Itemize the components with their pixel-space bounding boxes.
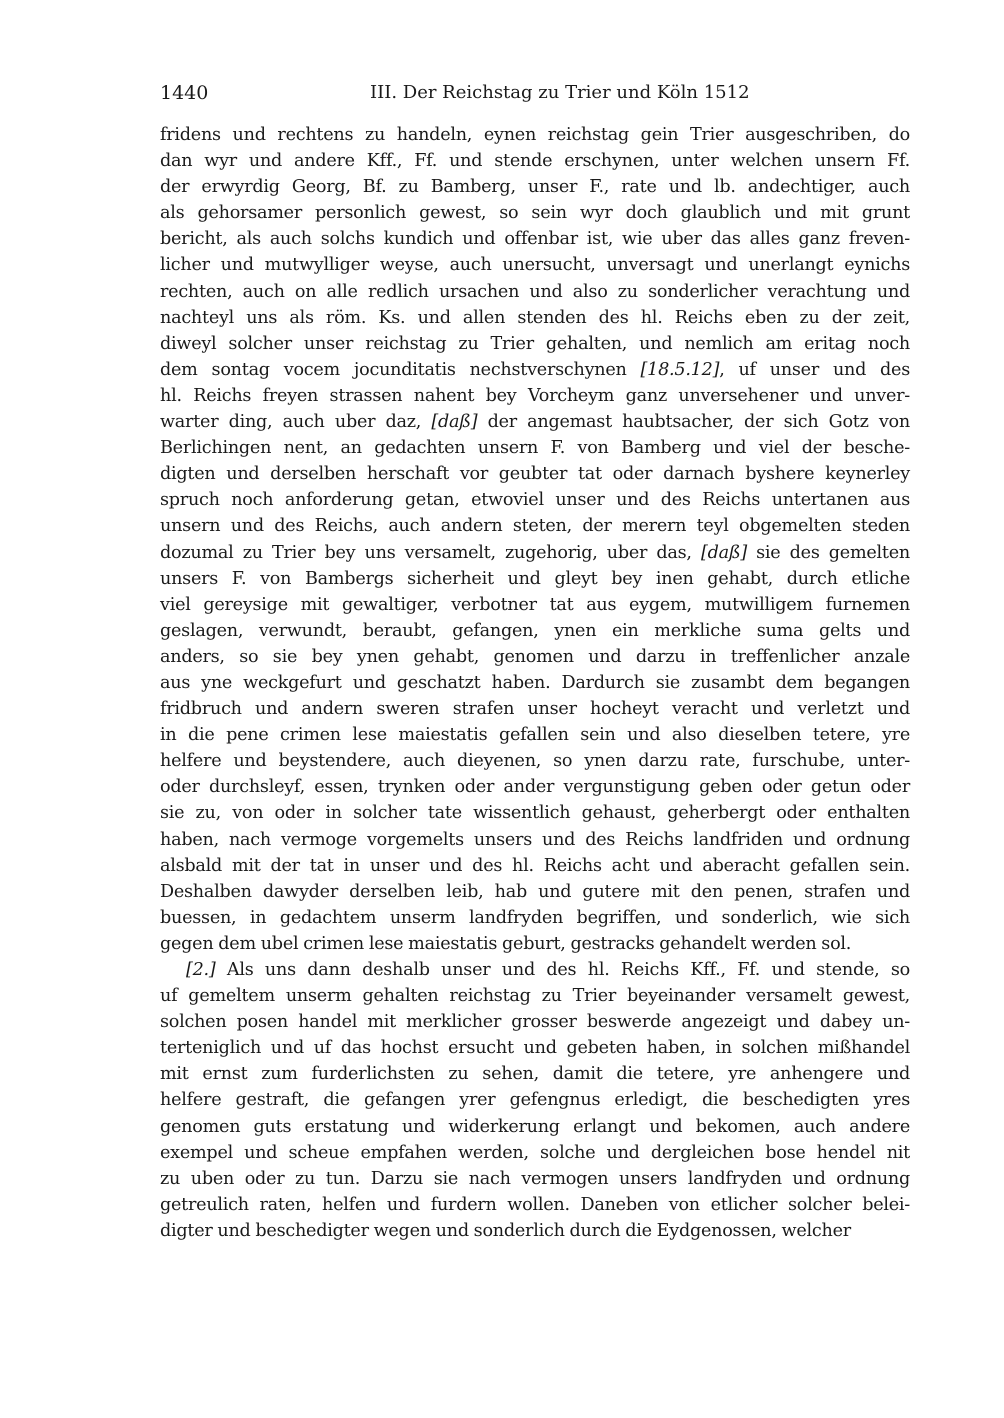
text-line: dozumal zu Trier bey uns versamelt, zugehorig, uber das, [daß] sie des gemelten [160, 542, 910, 563]
text-line: digter und beschedigter wegen und sonderlich durch die Eydgenossen, welcher [160, 1220, 851, 1241]
text-line: in die pene crimen lese maiestatis gefallen sein und also dieselben tetere, yre [160, 725, 910, 746]
text-line: licher und mutwylliger weyse, auch unersucht, unversagt und unerlangt eynichs [160, 255, 910, 276]
text-line: Deshalben dawyder derselben leib, hab und gutere mit den penen, strafen und [160, 881, 910, 902]
text-line: fridbruch und andern sweren strafen unser hocheyt veracht und verletzt und [160, 699, 910, 720]
text-line: nachteyl uns als röm. Ks. und allen stenden des hl. Reichs eben zu der zeit, [160, 307, 910, 328]
text-line: haben, nach vermoge vorgemelts unsers und des Reichs landfriden und ordnung [160, 829, 910, 850]
text-line: rechten, auch on alle redlich ursachen und also zu sonderlicher verachtung und [160, 281, 910, 302]
text-line: getreulich raten, helfen und furdern wollen. Daneben von etlicher solcher belei- [160, 1194, 910, 1215]
text-line: [2.] Als uns dann deshalb unser und des hl. Reichs Kff., Ff. und stende, so [186, 960, 910, 980]
running-title: III. Der Reichstag zu Trier und Köln 1512 [370, 82, 750, 103]
text-line: hl. Reichs freyen strassen nahent bey Vorcheym ganz unversehener und unver- [160, 385, 910, 406]
text-line: alsbald mit der tat in unser und des hl. Reichs acht und aberacht gefallen sein. [160, 855, 910, 876]
text-line: bericht, als auch solchs kundich und offenbar ist, wie uber das alles ganz freven- [160, 229, 910, 250]
text-line: oder durchsleyf, essen, trynken oder ander vergunstigung geben oder getun oder [160, 777, 910, 798]
text-line: unsern und des Reichs, auch andern steten, der merern teyl obgemelten steden [160, 516, 910, 537]
text-line: solchen posen handel mit merklicher grosser beswerde angezeigt und dabey un- [160, 1012, 910, 1033]
text-line: warter ding, auch uber daz, [daß] der angemast haubtsacher, der sich Gotz von [160, 412, 910, 433]
text-line: genomen guts erstatung und widerkerung erlangt und bekomen, auch andere [160, 1116, 910, 1137]
text-line: geslagen, verwundt, beraubt, gefangen, ynen ein merkliche suma gelts und [160, 620, 910, 641]
text-line: aus yne weckgefurt und geschatzt haben. Dardurch sie zusambt dem begangen [160, 672, 910, 693]
text-line: Berlichingen nent, an gedachten unsern F. von Bamberg und viel der besche- [160, 438, 910, 459]
text-line: digten und derselben herschaft vor geubter tat oder darnach byshere keynerley [160, 464, 910, 485]
text-line: unsers F. von Bambergs sicherheit und gleyt bey inen gehabt, durch etliche [160, 568, 910, 589]
page-number: 1440 [160, 82, 209, 104]
text-line: mit ernst zum furderlichsten zu sehen, damit die tetere, yre anhengere und [160, 1064, 910, 1085]
text-line: gegen dem ubel crimen lese maiestatis geburt, gestracks gehandelt werden sol. [160, 933, 852, 954]
editorial-insertion: [2.] [186, 960, 216, 980]
editorial-insertion: [daß] [431, 412, 478, 433]
body-text [160, 122, 910, 1244]
text-line: viel gereysige mit gewaltiger, verbotner tat aus eygem, mutwilligem furnemen [160, 594, 910, 615]
text-line: diweyl solcher unser reichstag zu Trier gehalten, und nemlich am eritag noch [160, 333, 910, 354]
text-line: sie zu, von oder in solcher tate wissentlich gehaust, geherbergt oder enthalten [160, 803, 910, 824]
text-line: zu uben oder zu tun. Darzu sie nach vermogen unsers landfryden und ordnung [160, 1168, 910, 1189]
editorial-insertion: [18.5.12] [640, 359, 720, 380]
text-line: helfere und beystendere, auch dieyenen, so ynen darzu rate, furschube, unter- [160, 751, 910, 772]
text-line: helfere gestraft, die gefangen yrer gefengnus erledigt, die beschedigten yres [160, 1090, 910, 1111]
text-line: buessen, in gedachtem unserm landfryden begriffen, und sonderlich, wie sich [160, 907, 910, 928]
document-page [160, 80, 910, 1244]
text-line: als gehorsamer personlich gewest, so sein wyr doch glaublich und mit grunt [160, 203, 910, 224]
editorial-insertion: [daß] [700, 542, 747, 563]
text-line: spruch noch anforderung getan, etwoviel unser und des Reichs untertanen aus [160, 490, 910, 511]
text-line: fridens und rechtens zu handeln, eynen reichstag gein Trier ausgeschriben, do [160, 125, 910, 145]
text-line: dem sontag vocem jocunditatis nechstverschynen [18.5.12], uf unser und des [160, 359, 911, 380]
running-header [160, 80, 910, 110]
text-line: dan wyr und andere Kff., Ff. und stende erschynen, unter welchen unsern Ff. [160, 151, 910, 172]
text-line: der erwyrdig Georg, Bf. zu Bamberg, unser F., rate und lb. andechtiger, auch [160, 177, 910, 198]
text-line: anders, so sie bey ynen gehabt, genomen und darzu in treffenlicher anzale [160, 646, 910, 667]
text-line: terteniglich und uf das hochst ersucht und gebeten haben, in solchen mißhandel [160, 1038, 910, 1059]
text-line: uf gemeltem unserm gehalten reichstag zu Trier beyeinander versamelt gewest, [160, 986, 910, 1007]
text-line: exempel und scheue empfahen werden, solche und dergleichen bose hendel nit [160, 1142, 910, 1163]
